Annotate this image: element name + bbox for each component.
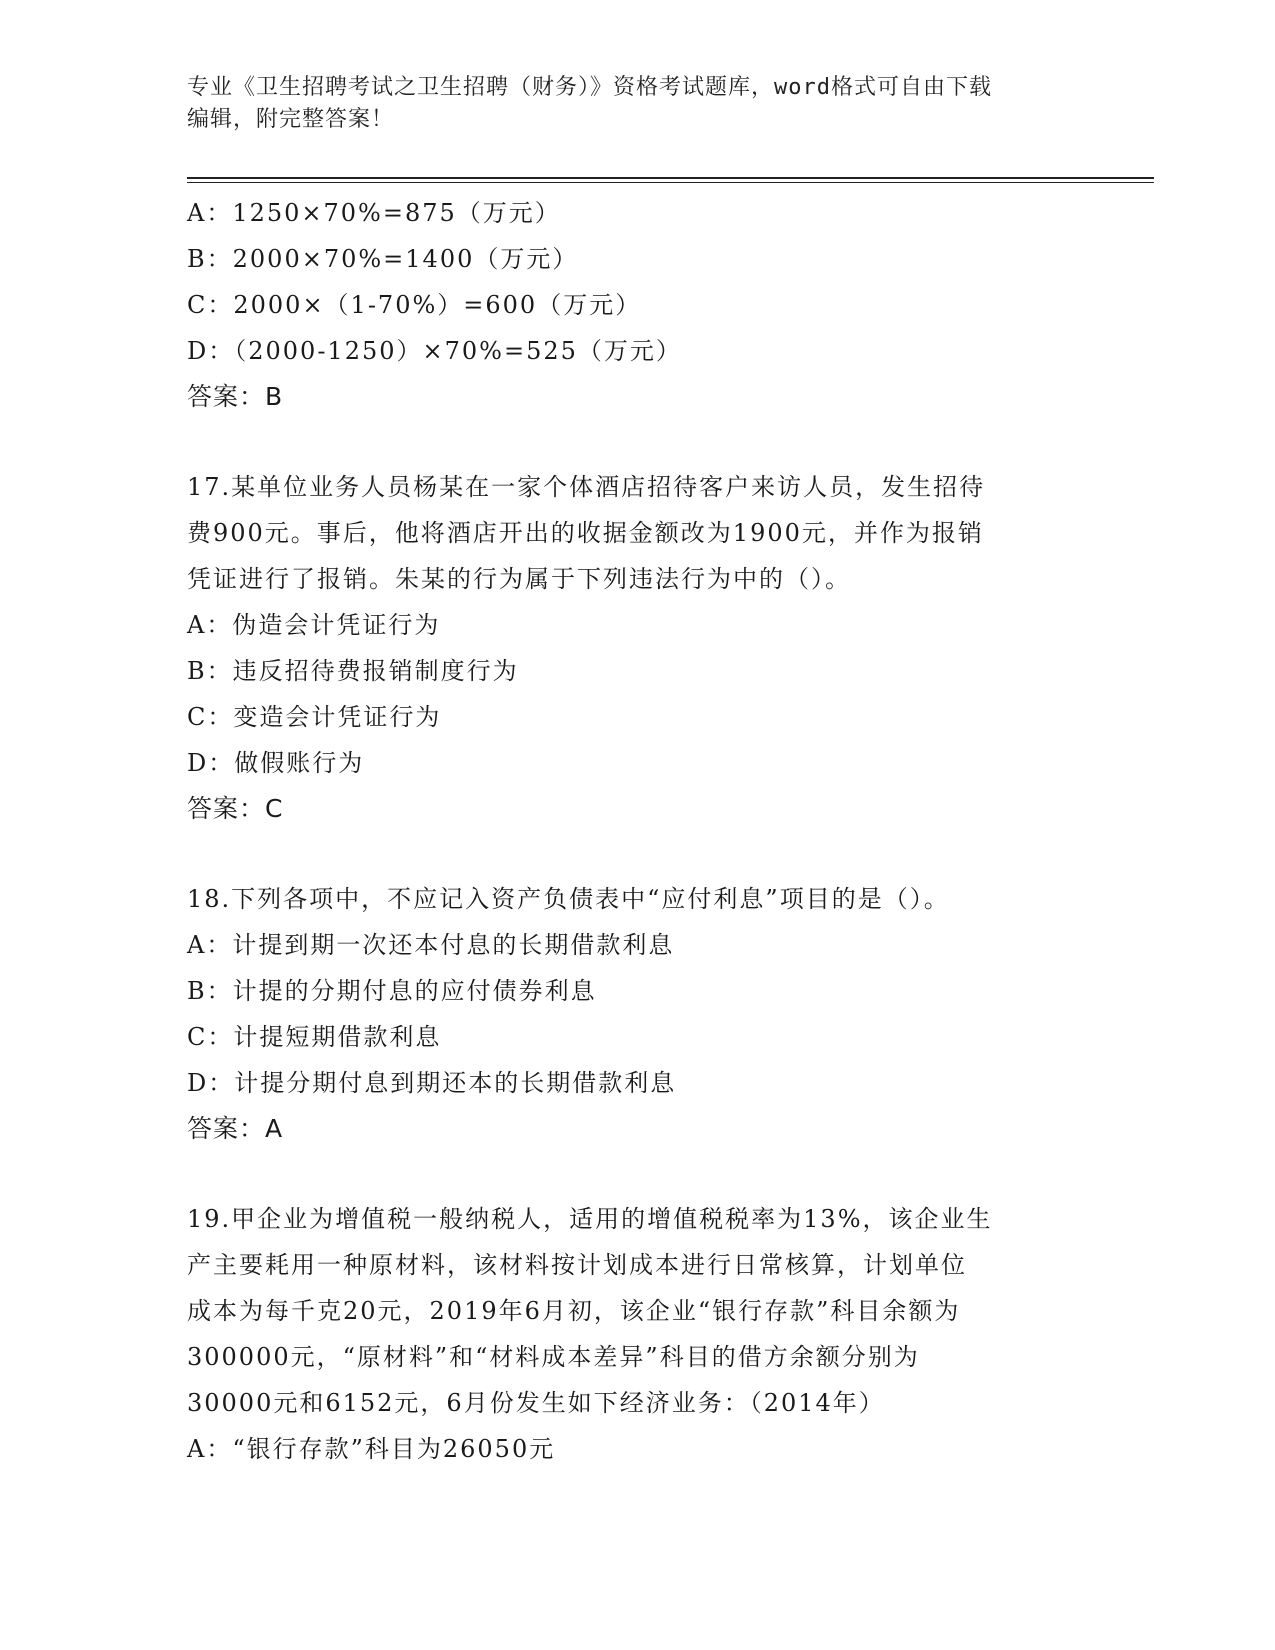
question-17	[187, 464, 1087, 832]
question-text-line: 产主要耗用一种原材料，该材料按计划成本进行日常核算，计划单位	[187, 1251, 967, 1279]
question-text-line: 费900元。事后，他将酒店开出的收据金额改为1900元，并作为报销	[187, 519, 984, 547]
option-d: D：（2000-1250）×70%=525（万元）	[187, 337, 682, 365]
question-text-line: 17.某单位业务人员杨某在一家个体酒店招待客户来访人员，发生招待	[187, 473, 986, 501]
header-divider-thick	[187, 177, 1154, 179]
question-text-line: 成本为每千克20元，2019年6月初，该企业“银行存款”科目余额为	[187, 1297, 961, 1325]
option-c: C：计提短期借款利息	[187, 1023, 442, 1051]
header-line-1: 专业《卫生招聘考试之卫生招聘（财务）》资格考试题库，word格式可自由下载	[187, 75, 992, 100]
question-16-block	[187, 190, 1087, 420]
question-text-line: 凭证进行了报销。朱某的行为属于下列违法行为中的（）。	[187, 565, 851, 593]
option-b: B：违反招待费报销制度行为	[187, 657, 519, 685]
option-d: D：计提分期付息到期还本的长期借款利息	[187, 1069, 677, 1097]
question-text-line: 19.甲企业为增值税一般纳税人，适用的增值税税率为13%，该企业生	[187, 1205, 993, 1233]
answer: 答案：B	[187, 382, 284, 411]
document-body	[187, 190, 1087, 1472]
option-a: A：“银行存款”科目为26050元	[187, 1435, 556, 1463]
option-a: A：伪造会计凭证行为	[187, 611, 441, 639]
option-c: C：变造会计凭证行为	[187, 703, 442, 731]
option-d: D：做假账行为	[187, 749, 365, 777]
option-c: C：2000×（1-70%）=600（万元）	[187, 291, 642, 319]
question-text-line: 30000元和6152元，6月份发生如下经济业务：（2014年）	[187, 1389, 885, 1417]
question-text-line: 18.下列各项中，不应记入资产负债表中“应付利息”项目的是（）。	[187, 885, 950, 913]
option-a: A：计提到期一次还本付息的长期借款利息	[187, 931, 675, 959]
answer: 答案：C	[187, 794, 284, 823]
option-b: B：2000×70%=1400（万元）	[187, 245, 579, 273]
document-header	[187, 72, 1087, 136]
question-18	[187, 876, 1087, 1152]
option-a: A：1250×70%=875（万元）	[187, 199, 561, 227]
question-text-line: 300000元，“原材料”和“材料成本差异”科目的借方余额分别为	[187, 1343, 920, 1371]
question-19	[187, 1196, 1087, 1472]
answer: 答案：A	[187, 1114, 284, 1143]
option-b: B：计提的分期付息的应付债券利息	[187, 977, 597, 1005]
header-divider-thin	[187, 182, 1154, 183]
header-line-2: 编辑，附完整答案！	[187, 107, 395, 132]
